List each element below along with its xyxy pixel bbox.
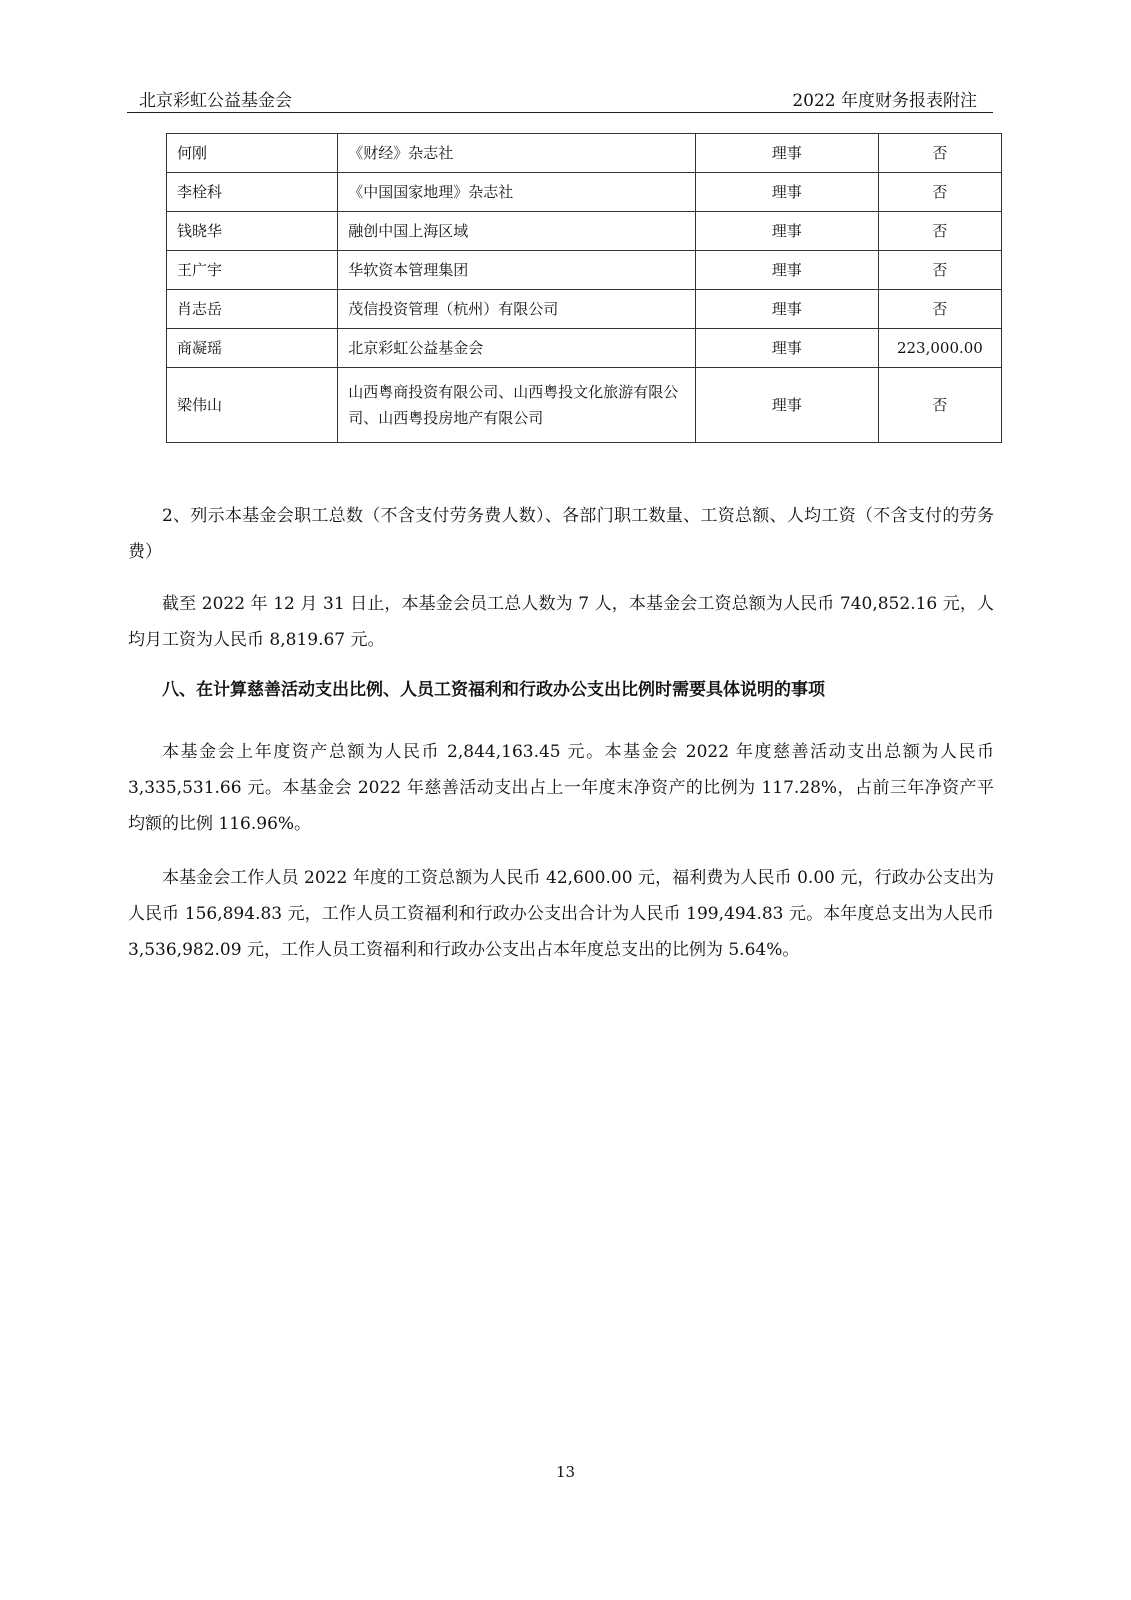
table-row: [167, 134, 1002, 173]
member-org: 山西粤商投资有限公司、山西粤投文化旅游有限公司、山西粤投房地产有限公司: [338, 368, 695, 443]
member-name: 钱晓华: [167, 212, 338, 251]
table-row: [167, 173, 1002, 212]
header-org-name: 北京彩虹公益基金会: [139, 91, 292, 111]
section-8-heading: 八、在计算慈善活动支出比例、人员工资福利和行政办公支出比例时需要具体说明的事项: [162, 680, 825, 700]
member-org: 华软资本管理集团: [338, 251, 695, 290]
page-header: [127, 84, 993, 113]
member-role: 理事: [695, 173, 878, 212]
member-value: 否: [878, 368, 1001, 443]
member-name: 何刚: [167, 134, 338, 173]
member-org: 《财经》杂志社: [338, 134, 695, 173]
member-value: 否: [878, 290, 1001, 329]
member-role: 理事: [695, 134, 878, 173]
member-role: 理事: [695, 368, 878, 443]
table-row: [167, 290, 1002, 329]
board-members-table: [166, 133, 1002, 443]
member-org: 《中国国家地理》杂志社: [338, 173, 695, 212]
member-value: 否: [878, 134, 1001, 173]
member-name: 李栓科: [167, 173, 338, 212]
member-role: 理事: [695, 251, 878, 290]
member-name: 肖志岳: [167, 290, 338, 329]
member-org: 融创中国上海区域: [338, 212, 695, 251]
member-org: 北京彩虹公益基金会: [338, 329, 695, 368]
member-value: 否: [878, 173, 1001, 212]
member-role: 理事: [695, 290, 878, 329]
section-8-paragraph-1: 本基金会上年度资产总额为人民币 2,844,163.45 元。本基金会 2022 年度慈善活动支出总额为人民币 3,335,531.66 元。本基金会 2022 年慈善活动支出占上一年度末净资产的比例为 117.28%，占前三年净资产平均额的比例 116.96%。: [128, 742, 994, 834]
member-role: 理事: [695, 212, 878, 251]
member-value: 否: [878, 212, 1001, 251]
page-number: 13: [555, 1463, 576, 1481]
table-row: [167, 212, 1002, 251]
member-role: 理事: [695, 329, 878, 368]
section-2-title: 2、列示本基金会职工总数（不含支付劳务费人数）、各部门职工数量、工资总额、人均工资（不含支付的劳务费）: [128, 506, 994, 562]
section-2-body: 截至 2022 年 12 月 31 日止，本基金会员工总人数为 7 人，本基金会工资总额为人民币 740,852.16 元，人均月工资为人民币 8,819.67 元。: [128, 594, 994, 650]
member-name: 商凝瑶: [167, 329, 338, 368]
section-8-paragraph-2: 本基金会工作人员 2022 年度的工资总额为人民币 42,600.00 元，福利费为人民币 0.00 元，行政办公支出为人民币 156,894.83 元，工作人员工资福利和行政办公支出合计为人民币 199,494.83 元。本年度总支出为人民币 3,536,982.09 元，工作人员工资福利和行政办公支出占本年度总支出的比例为 5.64%。: [128, 868, 994, 960]
table-row: [167, 251, 1002, 290]
member-org: 茂信投资管理（杭州）有限公司: [338, 290, 695, 329]
table-row: [167, 368, 1002, 443]
member-value: 否: [878, 251, 1001, 290]
member-name: 王广宇: [167, 251, 338, 290]
member-value: 223,000.00: [878, 329, 1001, 368]
table-row: [167, 329, 1002, 368]
header-doc-title: 2022 年度财务报表附注: [792, 91, 977, 111]
member-name: 梁伟山: [167, 368, 338, 443]
